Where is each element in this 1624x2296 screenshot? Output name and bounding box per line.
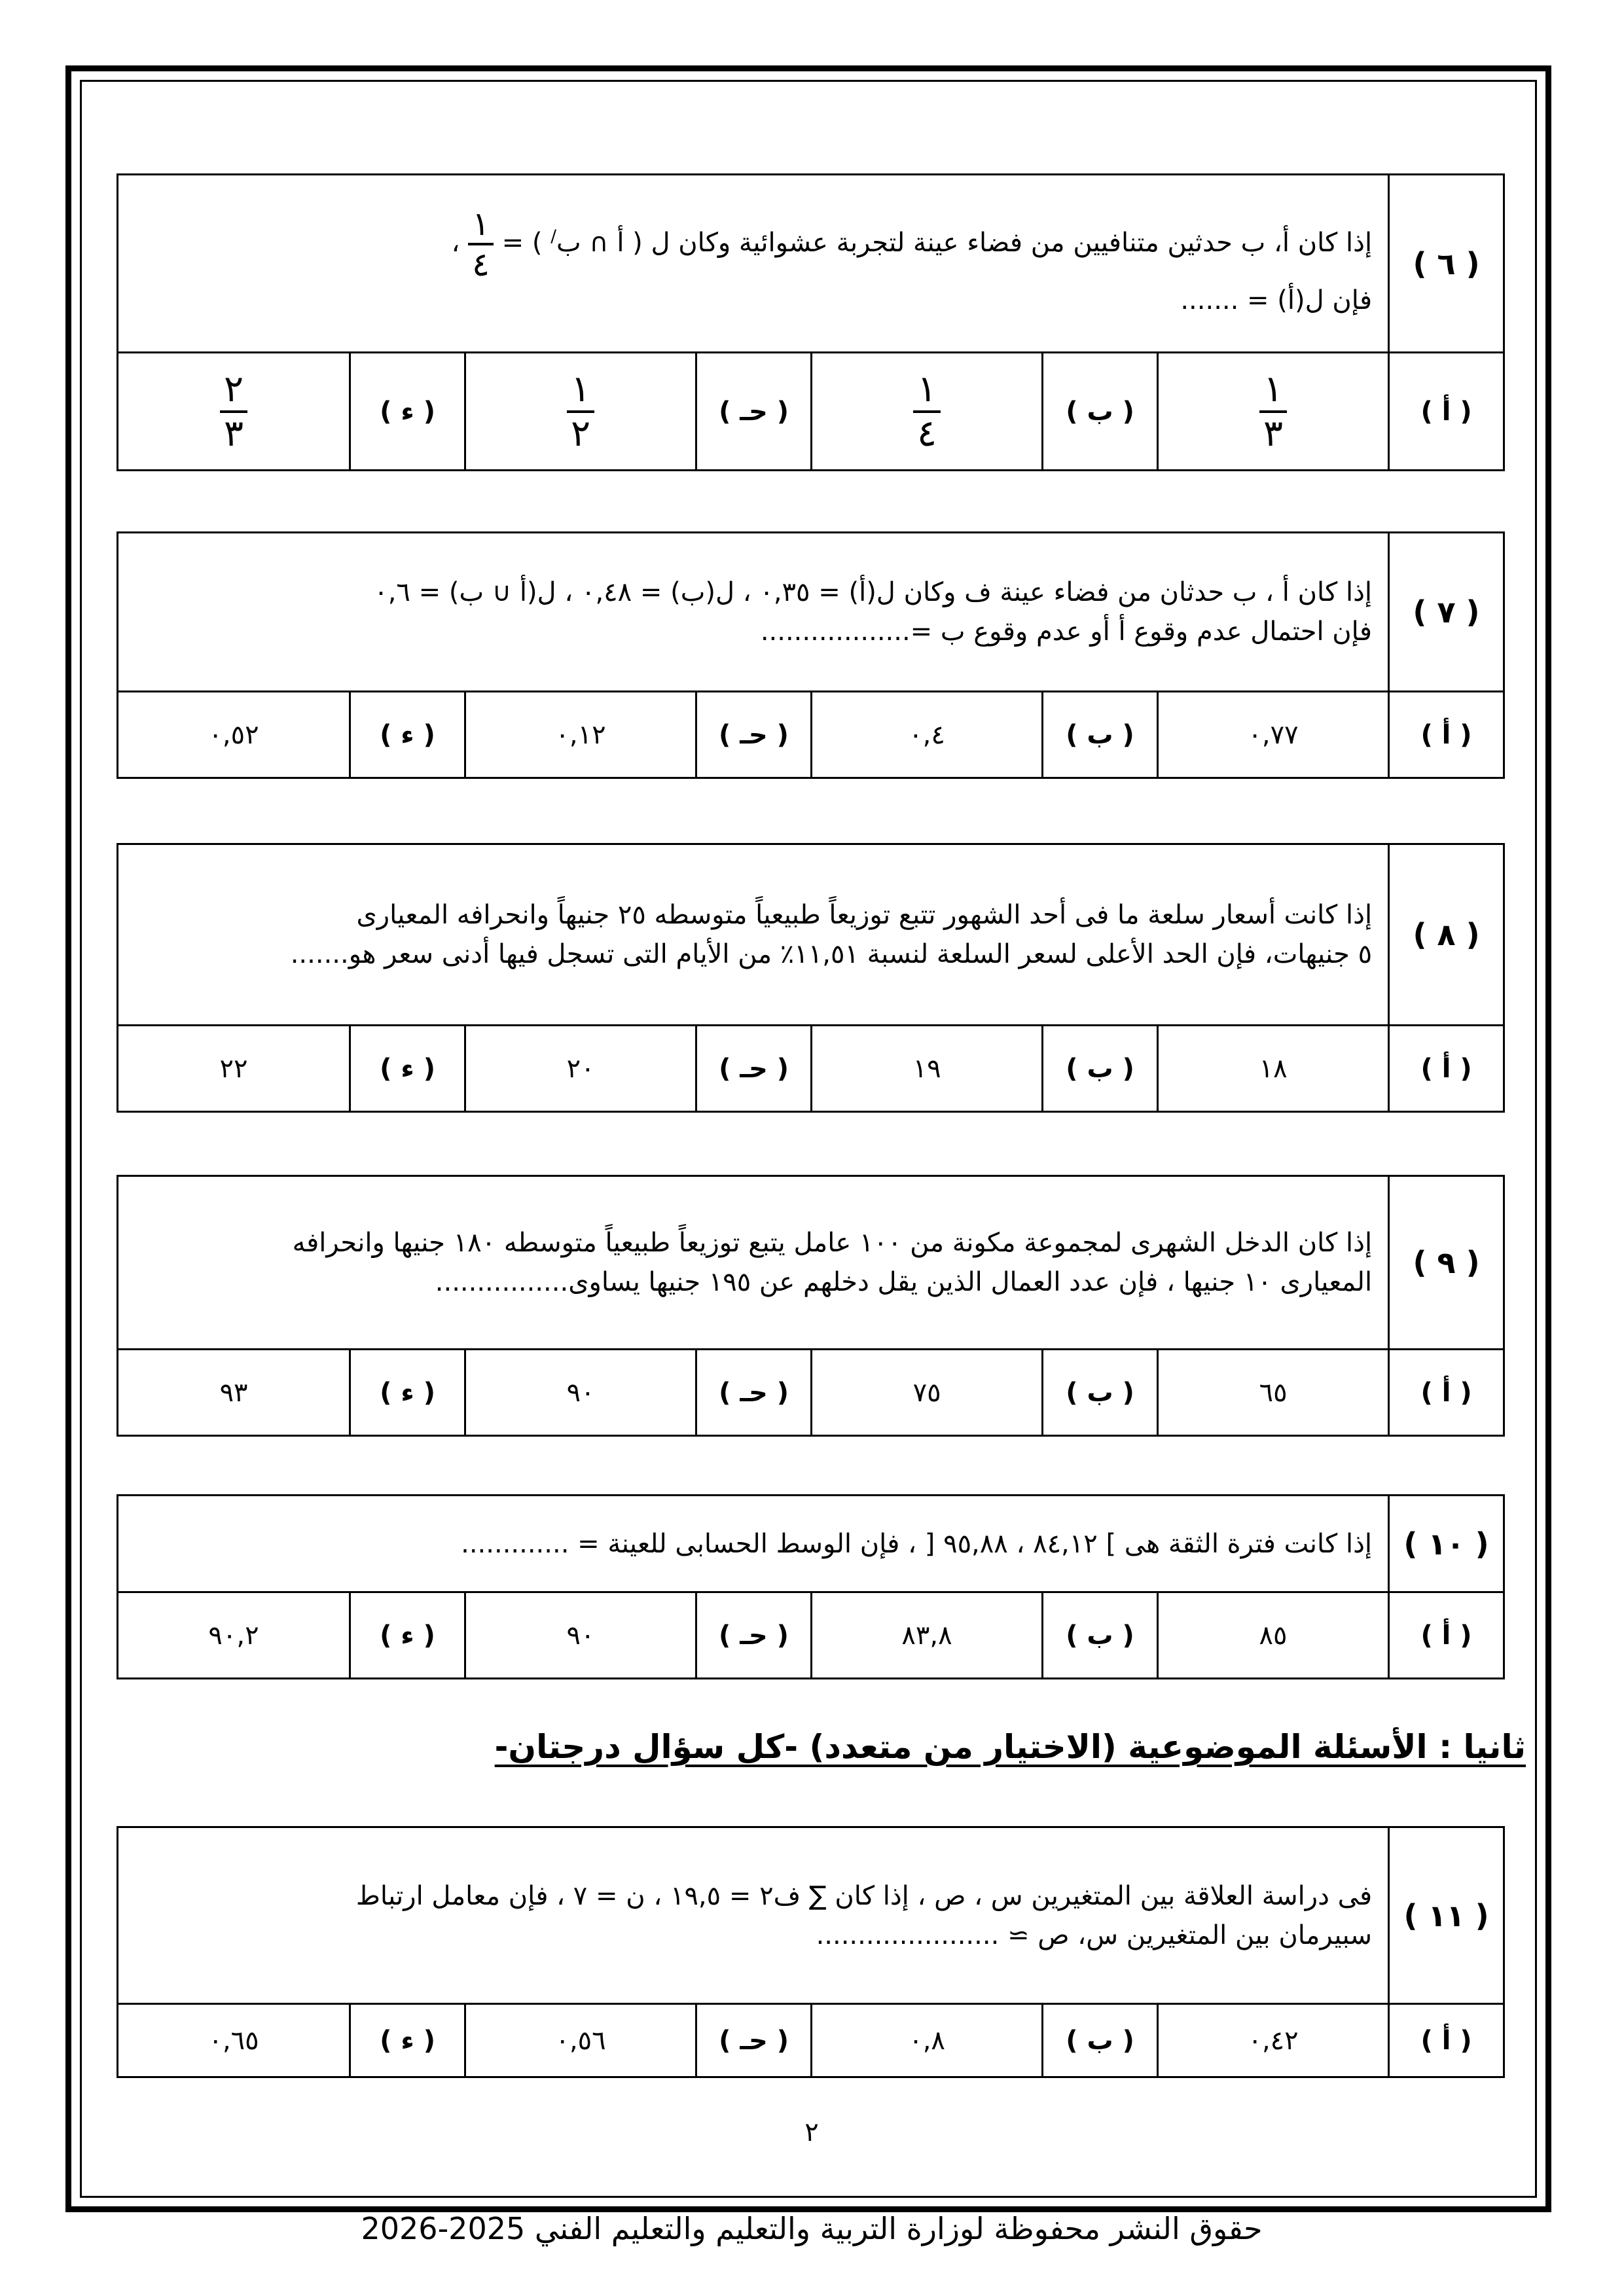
question-8-table [117, 843, 1505, 1113]
option-b-label[interactable]: ( ب ) [1043, 1350, 1158, 1436]
question-text [118, 1176, 1389, 1350]
question-number: ( ٨ ) [1389, 844, 1504, 1026]
option-b-value[interactable]: ١٩ [812, 1026, 1043, 1112]
question-line: إذا كانت فترة الثقة هى ] ٨٤,١٢ ، ٩٥,٨٨ [ ، فإن الوسط الحسابى للعينة = ............. [461, 1528, 1373, 1559]
option-a-value[interactable]: $\frac{١}{٣}$ [1158, 353, 1389, 471]
option-b-value[interactable]: ٨٣,٨ [812, 1592, 1043, 1679]
option-c-label[interactable]: ( حـ ) [696, 1592, 812, 1679]
option-c-value[interactable]: ٠,١٢ [465, 692, 696, 778]
option-c-value[interactable]: ٠,٥٦ [465, 2004, 696, 2077]
option-c-label[interactable]: ( حـ ) [696, 1350, 812, 1436]
option-a-value[interactable]: ٦٥ [1158, 1350, 1389, 1436]
question-line: فإن ل(أ) = ....... [1180, 285, 1373, 315]
option-c-value[interactable]: $\frac{١}{٢}$ [465, 353, 696, 471]
question-number: ( ٦ ) [1389, 175, 1504, 353]
option-b-label[interactable]: ( ب ) [1043, 1026, 1158, 1112]
question-text [118, 175, 1389, 353]
option-d-label[interactable]: ( ء ) [350, 2004, 465, 2077]
option-a-value[interactable]: ٠,٤٢ [1158, 2004, 1389, 2077]
question-9-table [117, 1175, 1505, 1437]
question-line: فى دراسة العلاقة بين المتغيرين س ، ص ، إذا كان ∑ ف٢ = ١٩,٥ ، ن = ٧ ، فإن معامل ارتباط [355, 1880, 1373, 1911]
question-line: ٥ جنيهات، فإن الحد الأعلى لسعر السلعة لنسبة ١١,٥١٪ من الأيام التى تسجل فيها أدنى سعر هو....... [290, 939, 1373, 969]
question-line: إذا كان الدخل الشهرى لمجموعة مكونة من ١٠٠ عامل يتبع توزيعاً طبيعياً متوسطه ١٨٠ جنيها وانحرافه [292, 1228, 1373, 1258]
option-a-label[interactable]: ( أ ) [1389, 692, 1504, 778]
question-text [118, 533, 1389, 692]
option-a-label[interactable]: ( أ ) [1389, 1350, 1504, 1436]
option-b-value[interactable]: $\frac{١}{٤}$ [812, 353, 1043, 471]
option-b-value[interactable]: ٠,٤ [812, 692, 1043, 778]
question-number: ( ٧ ) [1389, 533, 1504, 692]
question-line: إذا كانت أسعار سلعة ما فى أحد الشهور تتبع توزيعاً طبيعياً متوسطه ٢٥ جنيهاً وانحرافه المعيارى [356, 900, 1373, 930]
option-d-label[interactable]: ( ء ) [350, 1592, 465, 1679]
question-line: سبيرمان بين المتغيرين س، ص ≃ ...................... [816, 1920, 1373, 1950]
option-d-value[interactable]: ٢٢ [118, 1026, 350, 1112]
option-d-value[interactable]: $\frac{٢}{٣}$ [118, 353, 350, 471]
question-line: المعيارى ١٠ جنيها ، فإن عدد العمال الذين يقل دخلهم عن ١٩٥ جنيها يساوى................ [435, 1267, 1373, 1297]
option-a-label[interactable]: ( أ ) [1389, 1026, 1504, 1112]
option-c-label[interactable]: ( حـ ) [696, 1026, 812, 1112]
option-c-label[interactable]: ( حـ ) [696, 692, 812, 778]
option-d-label[interactable]: ( ء ) [350, 692, 465, 778]
question-line: فإن احتمال عدم وقوع أ أو عدم وقوع ب =.................. [760, 617, 1372, 647]
question-number: ( ٩ ) [1389, 1176, 1504, 1350]
option-d-label[interactable]: ( ء ) [350, 1026, 465, 1112]
option-a-label[interactable]: ( أ ) [1389, 353, 1504, 471]
option-d-value[interactable]: ٠,٥٢ [118, 692, 350, 778]
option-b-label[interactable]: ( ب ) [1043, 2004, 1158, 2077]
option-a-value[interactable]: ٨٥ [1158, 1592, 1389, 1679]
question-6-table [117, 173, 1505, 471]
option-c-label[interactable]: ( حـ ) [696, 2004, 812, 2077]
question-line: إذا كان أ ، ب حدثان من فضاء عينة ف وكان ل(أ) = ٠,٣٥ ، ل(ب) = ٠,٤٨ ، ل(أ ∪ ب) = ٠,٦ [374, 577, 1372, 607]
option-c-value[interactable]: ٢٠ [465, 1026, 696, 1112]
option-d-label[interactable]: ( ء ) [350, 1350, 465, 1436]
option-d-value[interactable]: ٠,٦٥ [118, 2004, 350, 2077]
page-number: ٢ [804, 2117, 819, 2147]
option-b-value[interactable]: ٠,٨ [812, 2004, 1043, 2077]
option-d-value[interactable]: ٩٣ [118, 1350, 350, 1436]
question-text [118, 844, 1389, 1026]
option-b-value[interactable]: ٧٥ [812, 1350, 1043, 1436]
option-a-value[interactable]: ١٨ [1158, 1026, 1389, 1112]
option-c-value[interactable]: ٩٠ [465, 1592, 696, 1679]
question-number: ( ١١ ) [1389, 1827, 1504, 2004]
option-c-label[interactable]: ( حـ ) [696, 353, 812, 471]
question-10-table [117, 1494, 1505, 1679]
question-number: ( ١٠ ) [1389, 1496, 1504, 1592]
question-11-table [117, 1826, 1505, 2078]
option-b-label[interactable]: ( ب ) [1043, 353, 1158, 471]
option-b-label[interactable]: ( ب ) [1043, 1592, 1158, 1679]
option-d-label[interactable]: ( ء ) [350, 353, 465, 471]
question-text [118, 1827, 1389, 2004]
option-b-label[interactable]: ( ب ) [1043, 692, 1158, 778]
section-heading: ثانيا : الأسئلة الموضوعية (الاختيار من متعدد) -كل سؤال درجتان- [494, 1728, 1526, 1766]
option-d-value[interactable]: ٩٠,٢ [118, 1592, 350, 1679]
option-c-value[interactable]: ٩٠ [465, 1350, 696, 1436]
option-a-value[interactable]: ٠,٧٧ [1158, 692, 1389, 778]
question-text [118, 1496, 1389, 1592]
option-a-label[interactable]: ( أ ) [1389, 1592, 1504, 1679]
question-7-table [117, 531, 1505, 779]
option-a-label[interactable]: ( أ ) [1389, 2004, 1504, 2077]
question-line: إذا كان أ، ب حدثين متنافيين من فضاء عينة لتجربة عشوائية وكان ل ( أ ∩ ب/ ) = $\frac{١}{٤}$ ، [451, 204, 1373, 283]
copyright-footer: حقوق النشر محفوظة لوزارة التربية والتعليم والتعليم الفني 2025-2026 [361, 2211, 1263, 2246]
